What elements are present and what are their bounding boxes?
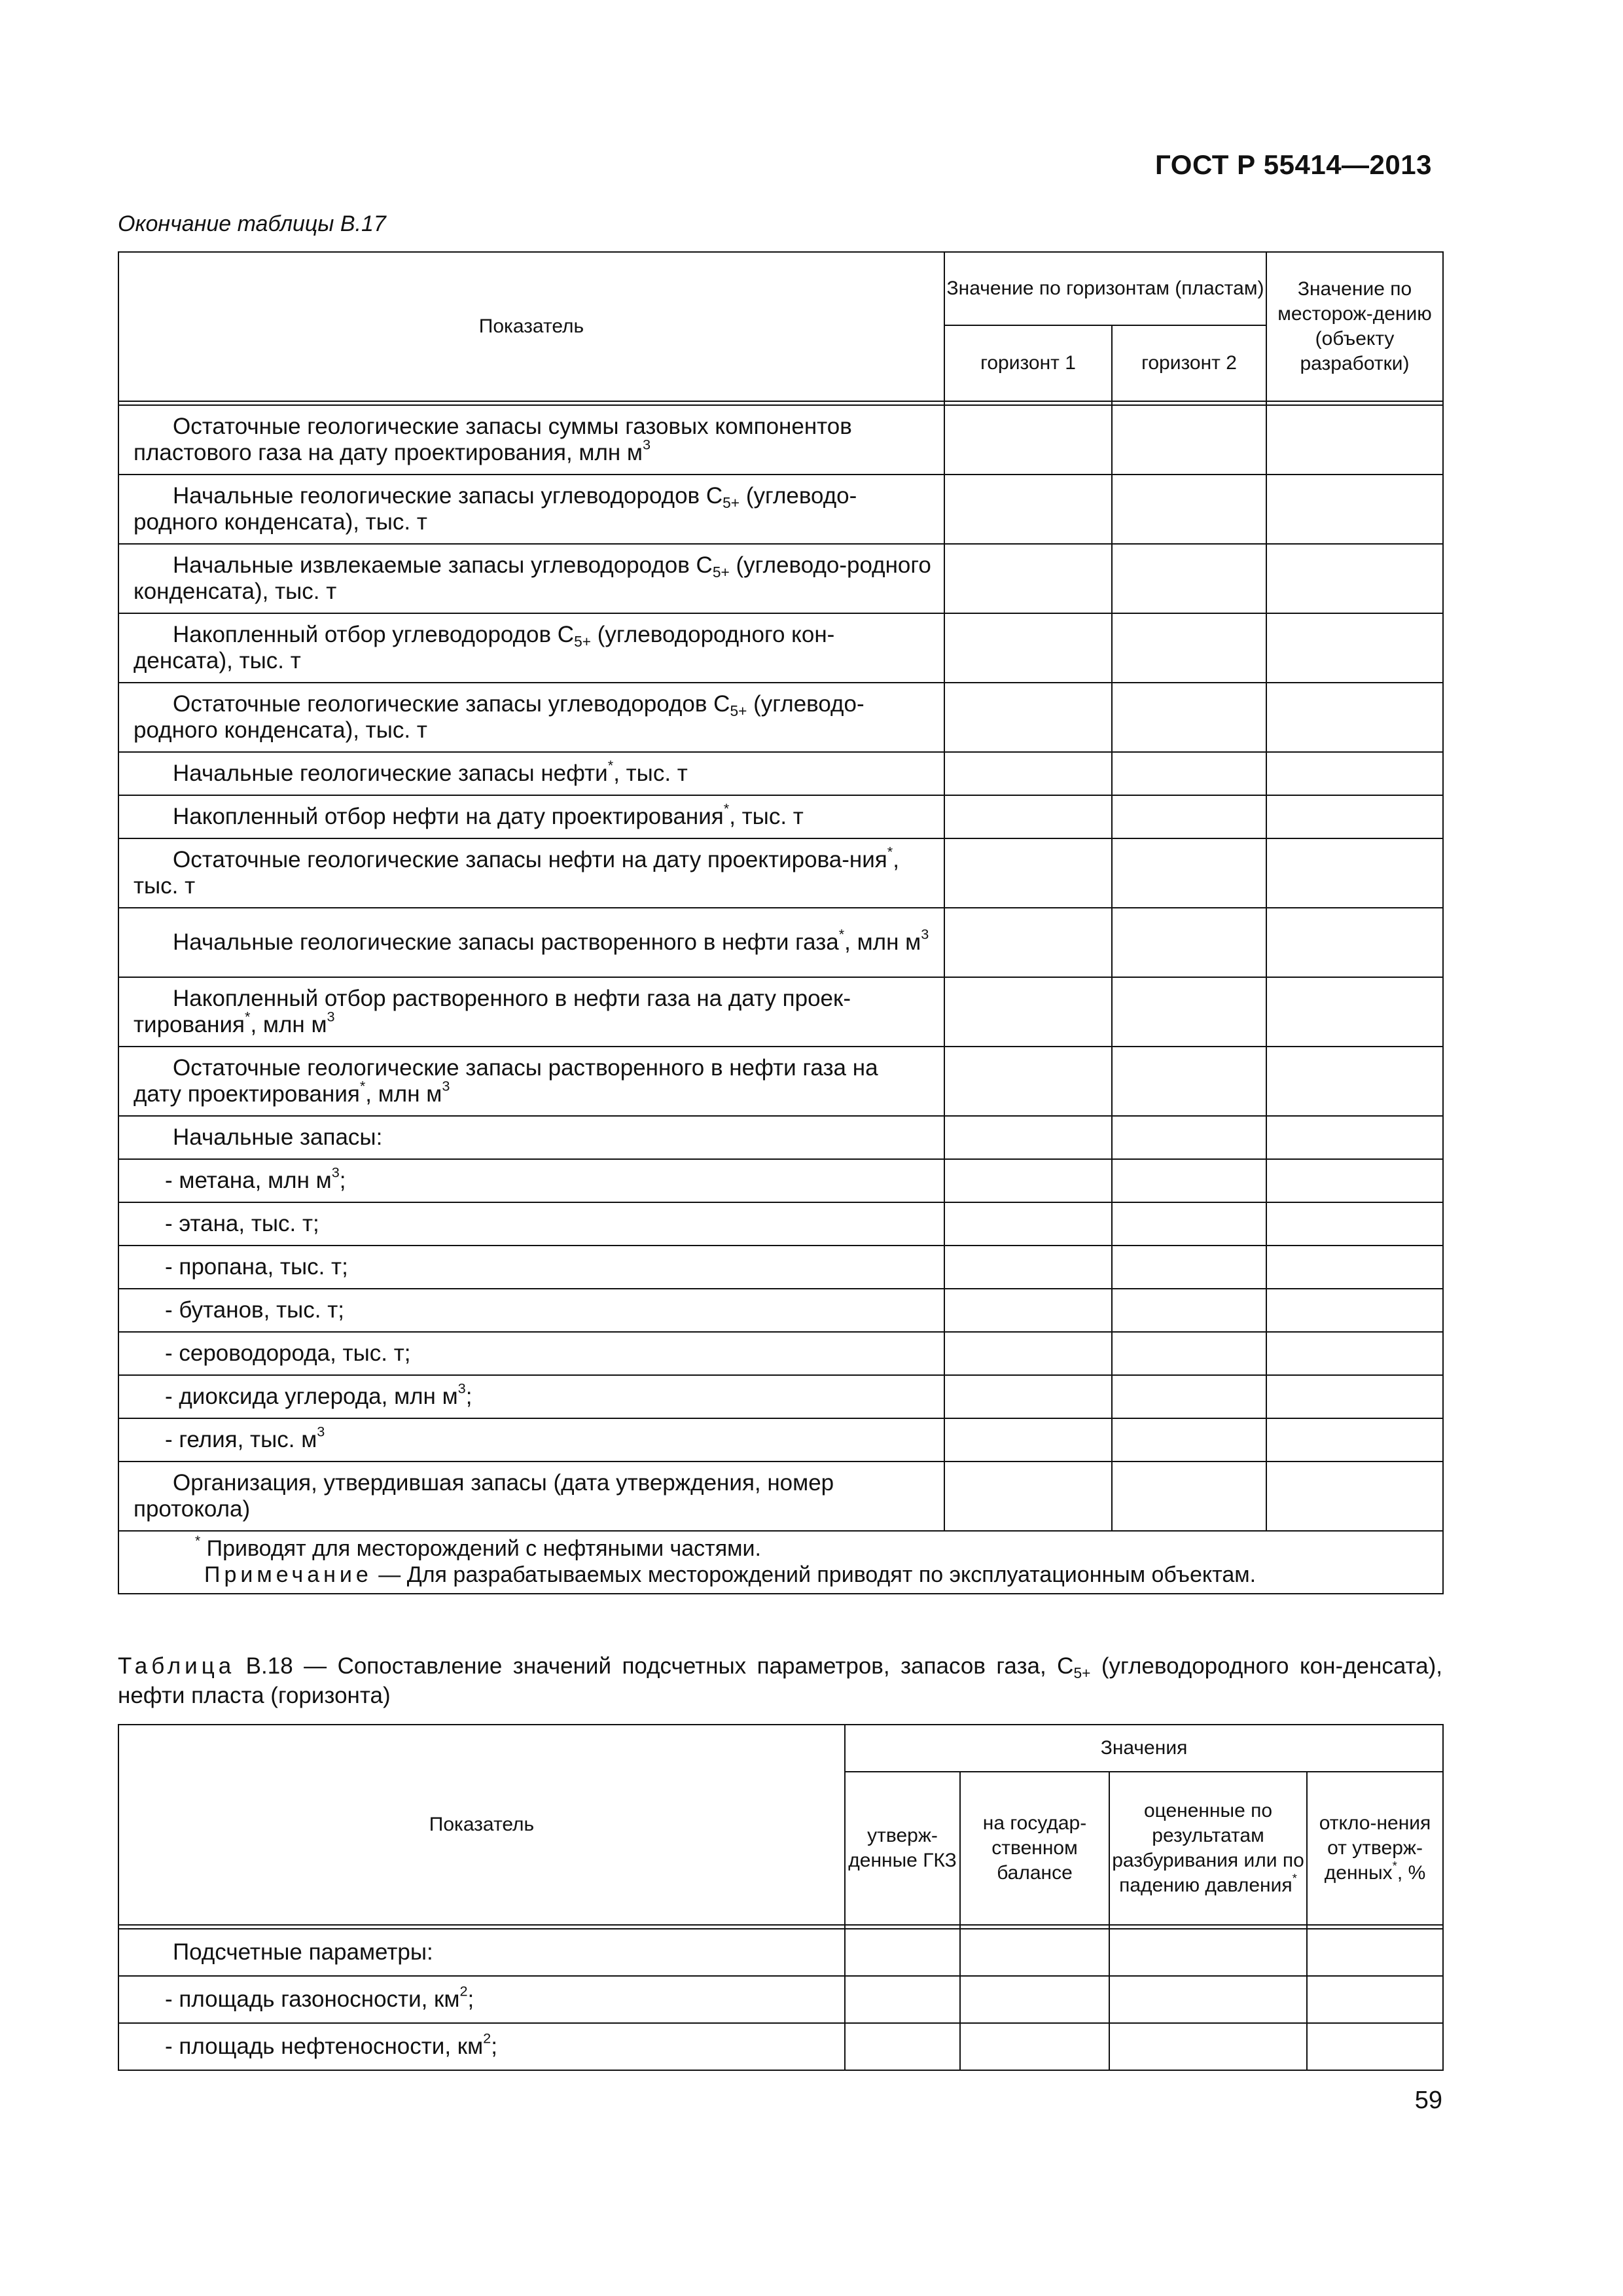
value-cell — [1307, 1929, 1443, 1976]
value-cell — [944, 1462, 1112, 1531]
table-row — [118, 908, 1443, 977]
value-cell — [944, 1289, 1112, 1332]
value-cell — [1266, 1375, 1443, 1418]
table-row — [118, 1418, 1443, 1462]
row-label: Накопленный отбор нефти на дату проектирования*, тыс. т — [118, 795, 944, 838]
header-indicator: Показатель — [118, 252, 944, 401]
header-values: Значения — [845, 1725, 1443, 1772]
value-cell — [845, 2023, 960, 2070]
row-label: Подсчетные параметры: — [118, 1929, 845, 1976]
page-number: 59 — [1414, 2087, 1442, 2114]
value-cell — [944, 1375, 1112, 1418]
note-label: Примечание — [204, 1562, 372, 1588]
row-label: Остаточные геологические запасы растворенного в нефти газа на дату проектирования*, млн $м^3$ — [118, 1047, 944, 1116]
table-b18-title: Таблица В.18 — Сопоставление значений подсчетных параметров, запасов газа, $С_{5+}$ (углеводородного кон-денсата), нефти пласта (горизонта) — [118, 1653, 1442, 1708]
value-cell — [1112, 1116, 1266, 1159]
value-cell — [944, 1116, 1112, 1159]
header-by-field: Значение по месторож-дению (объекту разработки) — [1266, 252, 1443, 401]
table-b18 — [118, 1724, 1444, 2071]
value-cell — [1266, 908, 1443, 977]
table-row — [118, 795, 1443, 838]
row-label: - этана, тыс. т; — [118, 1202, 944, 1246]
value-cell — [1266, 838, 1443, 908]
table-row — [118, 1047, 1443, 1116]
value-cell — [1112, 795, 1266, 838]
value-cell — [1307, 2023, 1443, 2070]
value-cell — [1112, 1202, 1266, 1246]
value-cell — [1112, 838, 1266, 908]
row-label: - площадь газоносности, $км^2$; — [118, 1976, 845, 2023]
table-row — [118, 1116, 1443, 1159]
row-label: - гелия, тыс. $м^3$ — [118, 1418, 944, 1462]
row-label: Начальные геологические запасы нефти*, тыс. т — [118, 752, 944, 795]
value-cell — [944, 752, 1112, 795]
value-cell — [1109, 2023, 1307, 2070]
value-cell — [944, 1246, 1112, 1289]
value-cell — [1112, 405, 1266, 475]
table-row — [118, 683, 1443, 752]
value-cell — [960, 1929, 1109, 1976]
table-row — [118, 1246, 1443, 1289]
row-label: - диоксида углерода, млн $м^3$; — [118, 1375, 944, 1418]
value-cell — [1307, 1976, 1443, 2023]
value-cell — [944, 475, 1112, 544]
value-cell — [1266, 1047, 1443, 1116]
header-horizon-2: горизонт 2 — [1112, 325, 1266, 401]
row-label: Организация, утвердившая запасы (дата утверждения, номер протокола) — [118, 1462, 944, 1531]
value-cell — [1112, 1375, 1266, 1418]
row-label: - метана, млн $м^3$; — [118, 1159, 944, 1202]
value-cell — [1266, 1418, 1443, 1462]
value-cell — [1112, 1332, 1266, 1375]
footnote: * Приводят для месторождений с нефтяными частями. — [195, 1534, 761, 1561]
header-by-horizons: Значение по горизонтам (пластам) — [944, 252, 1266, 325]
value-cell — [1109, 1929, 1307, 1976]
table-row — [118, 475, 1443, 544]
row-label: Остаточные геологические запасы суммы газовых компонентов пластового газа на дату проектирования, млн $м^3$ — [118, 405, 944, 475]
table-row — [118, 1929, 1443, 1976]
table-row — [118, 752, 1443, 795]
row-label: - площадь нефтеносности, $км^2$; — [118, 2023, 845, 2070]
value-cell — [944, 1418, 1112, 1462]
table-row — [118, 1462, 1443, 1531]
value-cell — [1266, 475, 1443, 544]
value-cell — [1112, 1246, 1266, 1289]
value-cell — [1266, 1289, 1443, 1332]
table-row — [118, 1375, 1443, 1418]
header-state-balance: на государ-ственном балансе — [960, 1772, 1109, 1925]
value-cell — [1112, 544, 1266, 613]
value-cell — [1112, 683, 1266, 752]
value-cell — [944, 1047, 1112, 1116]
header-approved-gkz: утверж-денные ГКЗ — [845, 1772, 960, 1925]
table-row — [118, 1332, 1443, 1375]
value-cell — [1266, 1159, 1443, 1202]
value-cell — [1266, 1202, 1443, 1246]
value-cell — [944, 613, 1112, 683]
table-row — [118, 405, 1443, 475]
standard-designation: ГОСТ Р 55414—2013 — [1155, 149, 1432, 180]
value-cell — [1112, 752, 1266, 795]
value-cell — [1266, 613, 1443, 683]
value-cell — [1112, 1047, 1266, 1116]
value-cell — [944, 1332, 1112, 1375]
value-cell — [1112, 977, 1266, 1047]
value-cell — [1112, 1462, 1266, 1531]
value-cell — [944, 977, 1112, 1047]
row-label: Остаточные геологические запасы нефти на дату проектирова-ния*, тыс. т — [118, 838, 944, 908]
table-b17 — [118, 251, 1444, 1594]
value-cell — [1112, 1289, 1266, 1332]
table-row — [118, 1976, 1443, 2023]
value-cell — [1112, 1418, 1266, 1462]
value-cell — [1109, 1976, 1307, 2023]
value-cell — [1266, 977, 1443, 1047]
table-row — [118, 613, 1443, 683]
table-row — [118, 2023, 1443, 2070]
table-row — [118, 1202, 1443, 1246]
value-cell — [944, 405, 1112, 475]
table-continuation-caption: Окончание таблицы В.17 — [118, 211, 386, 236]
value-cell — [1266, 1332, 1443, 1375]
value-cell — [1266, 1116, 1443, 1159]
table-note — [118, 1531, 1443, 1594]
row-label: Остаточные геологические запасы углеводородов $С_{5+}$ (углеводо-родного конденсата), тыс. т — [118, 683, 944, 752]
row-label: Накопленный отбор углеводородов $С_{5+}$ (углеводородного кон-денсата), тыс. т — [118, 613, 944, 683]
row-label: Начальные геологические запасы растворенного в нефти газа*, млн $м^3$ — [118, 908, 944, 977]
table-row — [118, 544, 1443, 613]
value-cell — [1112, 613, 1266, 683]
table-row — [118, 1159, 1443, 1202]
value-cell — [1266, 405, 1443, 475]
table-row — [118, 838, 1443, 908]
value-cell — [1266, 544, 1443, 613]
value-cell — [1266, 795, 1443, 838]
value-cell — [1266, 1462, 1443, 1531]
value-cell — [944, 1202, 1112, 1246]
value-cell — [960, 1976, 1109, 2023]
value-cell — [1266, 683, 1443, 752]
value-cell — [845, 1929, 960, 1976]
header-deviation: откло-нения от утверж-денных*, % — [1307, 1772, 1443, 1925]
value-cell — [944, 908, 1112, 977]
value-cell — [1112, 908, 1266, 977]
value-cell — [1112, 475, 1266, 544]
row-label: Начальные геологические запасы углеводородов $С_{5+}$ (углеводо-родного конденсата), тыс. т — [118, 475, 944, 544]
row-label: - пропана, тыс. т; — [118, 1246, 944, 1289]
value-cell — [960, 2023, 1109, 2070]
table-row — [118, 977, 1443, 1047]
row-label: Начальные извлекаемые запасы углеводородов $С_{5+}$ (углеводо-родного конденсата), тыс. т — [118, 544, 944, 613]
row-label: - сероводорода, тыс. т; — [118, 1332, 944, 1375]
value-cell — [944, 838, 1112, 908]
row-label: Накопленный отбор растворенного в нефти газа на дату проек-тирования*, млн $м^3$ — [118, 977, 944, 1047]
header-horizon-1: горизонт 1 — [944, 325, 1112, 401]
value-cell — [1266, 752, 1443, 795]
value-cell — [845, 1976, 960, 2023]
header-estimated: оцененные по результатам разбуривания или по падению давления* — [1109, 1772, 1307, 1925]
note: Примечание — Для разрабатываемых месторождений приводят по эксплуатационным объектам. — [204, 1562, 1257, 1588]
value-cell — [944, 544, 1112, 613]
value-cell — [944, 1159, 1112, 1202]
row-label: - бутанов, тыс. т; — [118, 1289, 944, 1332]
value-cell — [944, 795, 1112, 838]
row-label: Начальные запасы: — [118, 1116, 944, 1159]
table-row — [118, 1289, 1443, 1332]
value-cell — [1266, 1246, 1443, 1289]
header-indicator: Показатель — [118, 1725, 845, 1925]
value-cell — [1112, 1159, 1266, 1202]
value-cell — [944, 683, 1112, 752]
